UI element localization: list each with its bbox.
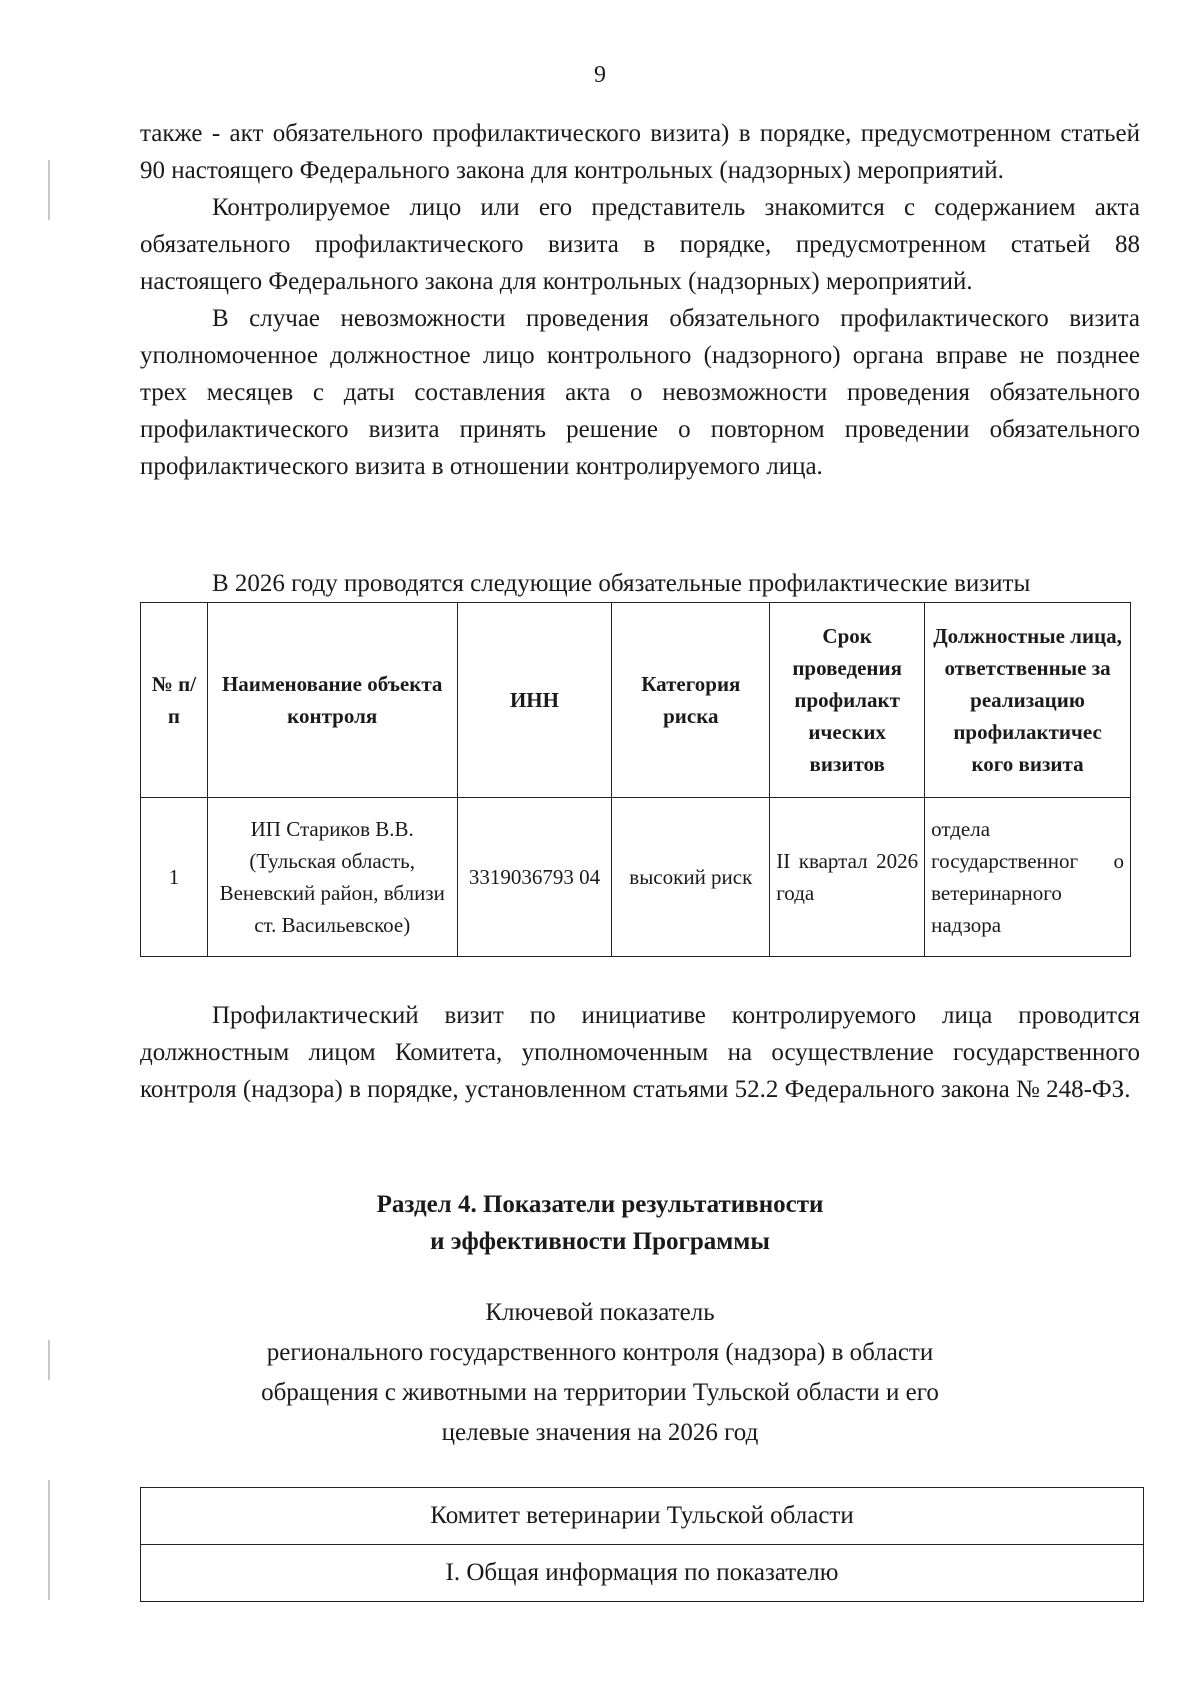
header-officials: Должностные лица, ответственные за реализацию профилактичес кого визита <box>925 603 1131 798</box>
header-risk: Категория риска <box>612 603 770 798</box>
indicator-heading <box>0 1293 1200 1453</box>
indicator-line4: целевые значения на 2026 год <box>441 1419 759 1446</box>
cell-risk: высокий риск <box>612 798 770 957</box>
header-name: Наименование объекта контроля <box>207 603 457 798</box>
top-text-block <box>140 115 1140 485</box>
scan-artifact <box>48 1480 50 1600</box>
page-number: 9 <box>594 62 606 88</box>
table-header-row <box>141 603 1131 798</box>
cell-name: ИП Стариков В.В. (Тульская область, Веневский район, вблизи ст. Васильевское) <box>207 798 457 957</box>
table-row <box>141 1488 1144 1545</box>
header-num: № п/п <box>141 603 208 798</box>
indicator-table <box>140 1487 1144 1602</box>
indicator-general-info: I. Общая информация по показателю <box>141 1545 1144 1602</box>
paragraph-acquaint: Контролируемое лицо или его представитель знакомится с содержанием акта обязательного профилактического визита в порядке, предусмотренном статьей 88 настоящего Федерального закона для контрольных (надзорных) мероприятий. <box>140 194 1140 295</box>
table-intro: В 2026 году проводятся следующие обязательные профилактические визиты <box>212 570 1031 597</box>
paragraph-impossibility: В случае невозможности проведения обязательного профилактического визита уполномоченное должностное лицо контрольного (надзорного) органа вправе не позднее трех месяцев с даты составления акта о невозможности проведения обязательного профилактического визита принять решение о повторном проведении обязательного профилактического визита в отношении контролируемого лица. <box>140 305 1140 480</box>
visits-table <box>140 602 1131 957</box>
indicator-line3: обращения с животными на территории Тульской области и его <box>261 1379 939 1406</box>
section-title-line1: Раздел 4. Показатели результативности <box>376 1191 824 1218</box>
section-title-line2: и эффективности Программы <box>430 1228 770 1255</box>
paragraph-continuation: также - акт обязательного профилактического визита) в порядке, предусмотренном статьей 90 настоящего Федерального закона для контрольных (надзорных) мероприятий. <box>140 120 1140 184</box>
cell-officials: отдела государственног о ветеринарного надзора <box>925 798 1131 957</box>
cell-term: II квартал 2026 года <box>770 798 925 957</box>
cell-inn: 3319036793 04 <box>457 798 612 957</box>
paragraph-initiative-block <box>140 997 1140 1108</box>
scan-artifact <box>48 160 50 220</box>
indicator-line2: регионального государственного контроля (надзора) в области <box>266 1339 934 1366</box>
cell-num: 1 <box>141 798 208 957</box>
paragraph-initiative: Профилактический визит по инициативе контролируемого лица проводится должностным лицом Комитета, уполномоченным на осуществление государственного контроля (надзора) в порядке, установленном статьями 52.2 Федерального закона № 248-ФЗ. <box>140 1002 1140 1103</box>
indicator-line1: Ключевой показатель <box>485 1299 715 1326</box>
table-row <box>141 798 1131 957</box>
table-row <box>141 1545 1144 1602</box>
scan-artifact <box>48 1340 50 1380</box>
indicator-committee: Комитет ветеринарии Тульской области <box>141 1488 1144 1545</box>
section-heading <box>0 1186 1200 1260</box>
header-inn: ИНН <box>457 603 612 798</box>
header-term: Срок проведения профилакт ических визитов <box>770 603 925 798</box>
